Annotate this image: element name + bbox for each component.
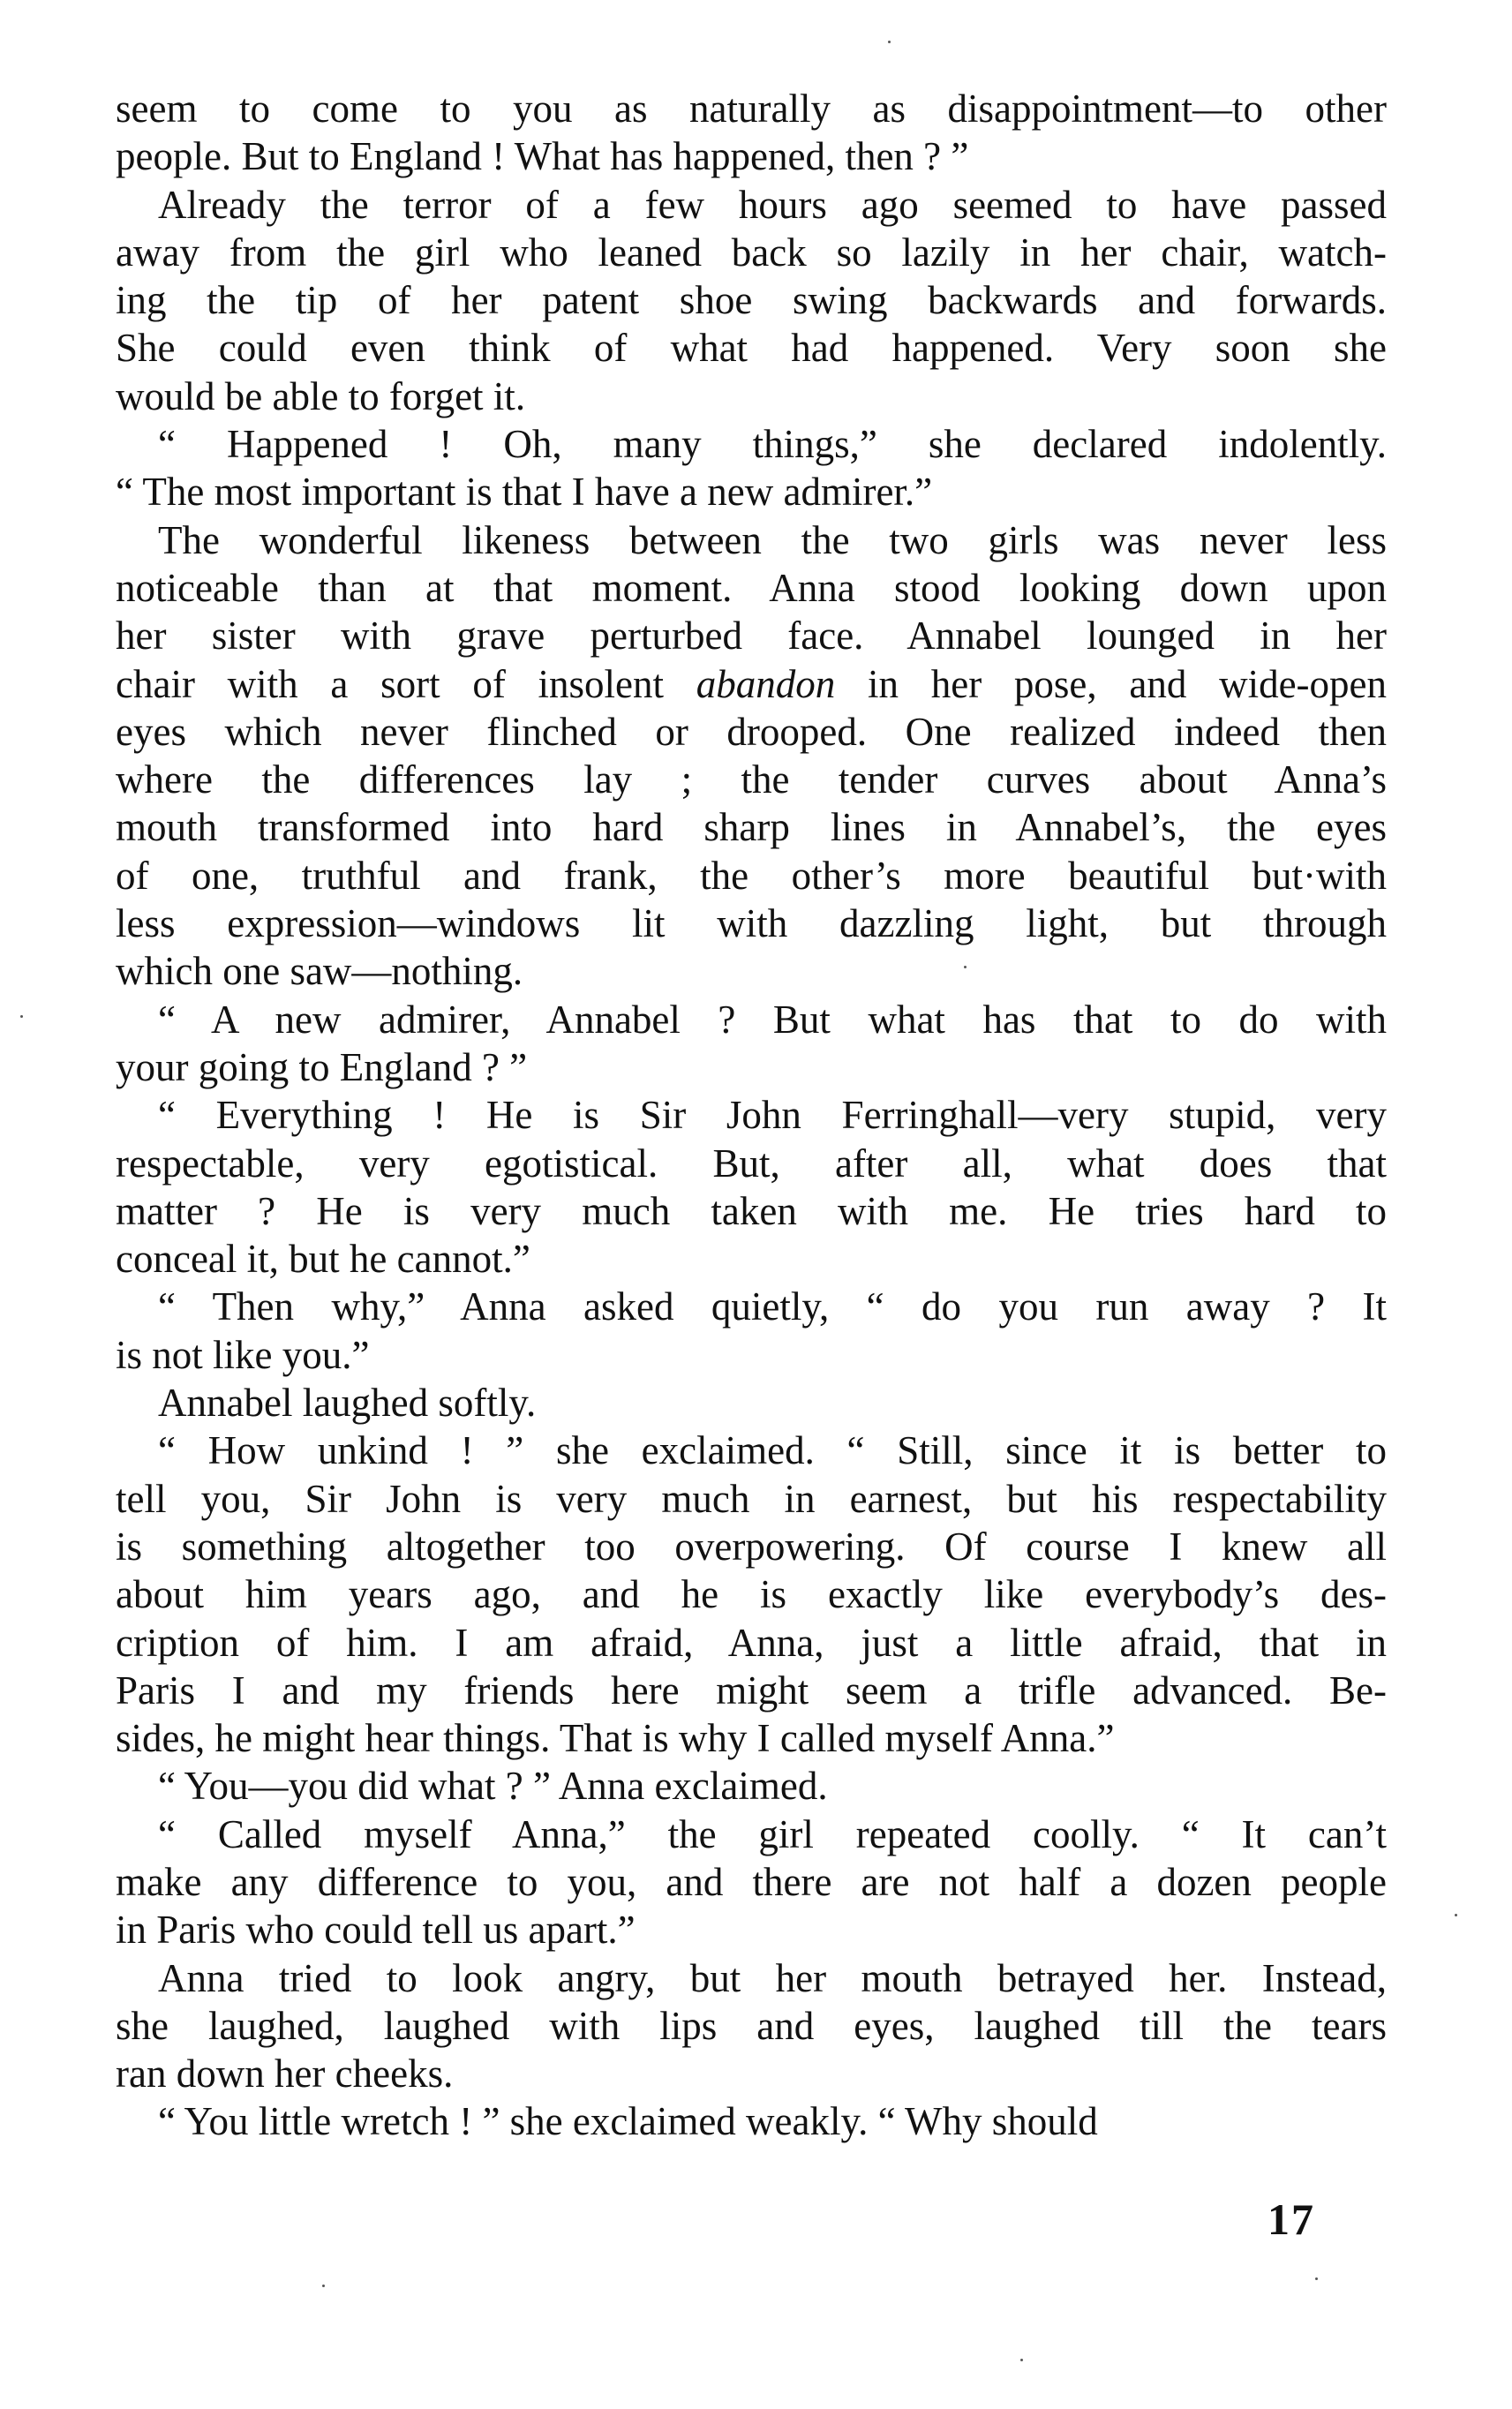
text-line: would be able to forget it.	[116, 373, 526, 418]
paragraph	[116, 996, 1387, 1092]
text-line: tell you, Sir John is very much in earnest, but his respectability	[116, 1476, 1387, 1521]
paragraph	[116, 1811, 1387, 1954]
text-line: mouth transformed into hard sharp lines in Annabel’s, the eyes	[116, 805, 1387, 850]
text-line: “ Then why,” Anna asked quietly, “ do you run away ? It	[158, 1284, 1387, 1329]
paragraph	[116, 1379, 1387, 1427]
text-line: “ Everything ! He is Sir John Ferringhall—very stupid, very	[158, 1093, 1387, 1138]
text-line: Annabel laughed softly.	[158, 1381, 537, 1426]
paragraph	[116, 1762, 1387, 1810]
text-line: less expression—windows lit with dazzling light, but through	[116, 901, 1387, 946]
paragraph	[116, 1283, 1387, 1379]
text-line: seem to come to you as naturally as disappointment—to other	[116, 87, 1387, 131]
paragraph	[116, 85, 1387, 181]
paragraph	[116, 516, 1387, 996]
text-line: “ You—you did what ? ” Anna exclaimed.	[158, 1764, 828, 1809]
text-line: ing the tip of her patent shoe swing backwards and forwards.	[116, 278, 1387, 323]
text-line: is not like you.”	[116, 1332, 370, 1377]
text-line: ran down her cheeks.	[116, 2051, 454, 2097]
text-line: in Paris who could tell us apart.”	[116, 1908, 636, 1953]
print-speck	[1455, 1914, 1457, 1916]
text-line: The wonderful likeness between the two girls was never less	[158, 517, 1387, 562]
body-text	[116, 85, 1387, 2146]
text-line: “ How unkind ! ” she exclaimed. “ Still, since it is better to	[158, 1428, 1387, 1473]
text-line: “ Called myself Anna,” the girl repeated coolly. “ It can’t	[158, 1811, 1387, 1856]
paragraph	[116, 2097, 1387, 2145]
text-line: “ The most important is that I have a new admirer.”	[116, 470, 933, 515]
paragraph	[116, 181, 1387, 420]
text-line: respectable, very egotistical. But, after all, what does that	[116, 1141, 1387, 1186]
text-line: is something altogether too overpowering. Of course I knew all	[116, 1524, 1387, 1569]
text-line: noticeable than at that moment. Anna stood looking down upon	[116, 565, 1387, 610]
print-speck	[888, 41, 891, 43]
text-line: “ You little wretch ! ” she exclaimed weakly. “ Why should	[158, 2099, 1098, 2144]
text-line: “ A new admirer, Annabel ? But what has that to do with	[158, 997, 1387, 1042]
text-line: people. But to England ! What has happened, then ? ”	[116, 134, 969, 179]
text-line: about him years ago, and he is exactly like everybody’s des-	[116, 1572, 1387, 1617]
text-line: away from the girl who leaned back so lazily in her chair, watch-	[116, 230, 1387, 275]
paragraph	[116, 1954, 1387, 2098]
print-speck	[1315, 2277, 1318, 2280]
paragraph	[116, 1427, 1387, 1762]
text-line: she laughed, laughed with lips and eyes, laughed till the tears	[116, 2003, 1387, 2048]
page-number: 17	[1268, 2194, 1315, 2244]
print-speck	[20, 1015, 23, 1018]
print-speck	[322, 2285, 325, 2287]
print-speck	[964, 966, 967, 968]
text-line: where the differences lay ; the tender curves about Anna’s	[116, 757, 1387, 802]
text-line: her sister with grave perturbed face. Annabel lounged in her	[116, 614, 1387, 659]
text-line: conceal it, but he cannot.”	[116, 1237, 530, 1282]
text-line: of one, truthful and frank, the other’s more beautiful but·with	[116, 853, 1387, 898]
text-line: She could even think of what had happened. Very soon she	[116, 326, 1387, 371]
text-line: matter ? He is very much taken with me. He tries hard to	[116, 1188, 1387, 1233]
text-line: chair with a sort of insolent abandon in her pose, and wide-open	[116, 661, 1388, 706]
paragraph	[116, 1091, 1387, 1283]
paragraph	[116, 420, 1387, 516]
text-line: make any difference to you, and there are not half a dozen people	[116, 1859, 1387, 1904]
text-line: sides, he might hear things. That is why I called myself Anna.”	[116, 1716, 1115, 1761]
print-speck	[1020, 2359, 1023, 2361]
text-line: Already the terror of a few hours ago seemed to have passed	[158, 182, 1387, 227]
text-line: Anna tried to look angry, but her mouth betrayed her. Instead,	[158, 1955, 1387, 2000]
text-line: cription of him. I am afraid, Anna, just a little afraid, that in	[116, 1620, 1387, 1665]
text-line: “ Happened ! Oh, many things,” she declared indolently.	[158, 422, 1387, 467]
text-line: eyes which never flinched or drooped. One realized indeed then	[116, 709, 1387, 754]
text-line: which one saw—nothing.	[116, 949, 523, 994]
text-line: Paris I and my friends here might seem a trifle advanced. Be-	[116, 1667, 1387, 1713]
text-line: your going to England ? ”	[116, 1044, 528, 1089]
